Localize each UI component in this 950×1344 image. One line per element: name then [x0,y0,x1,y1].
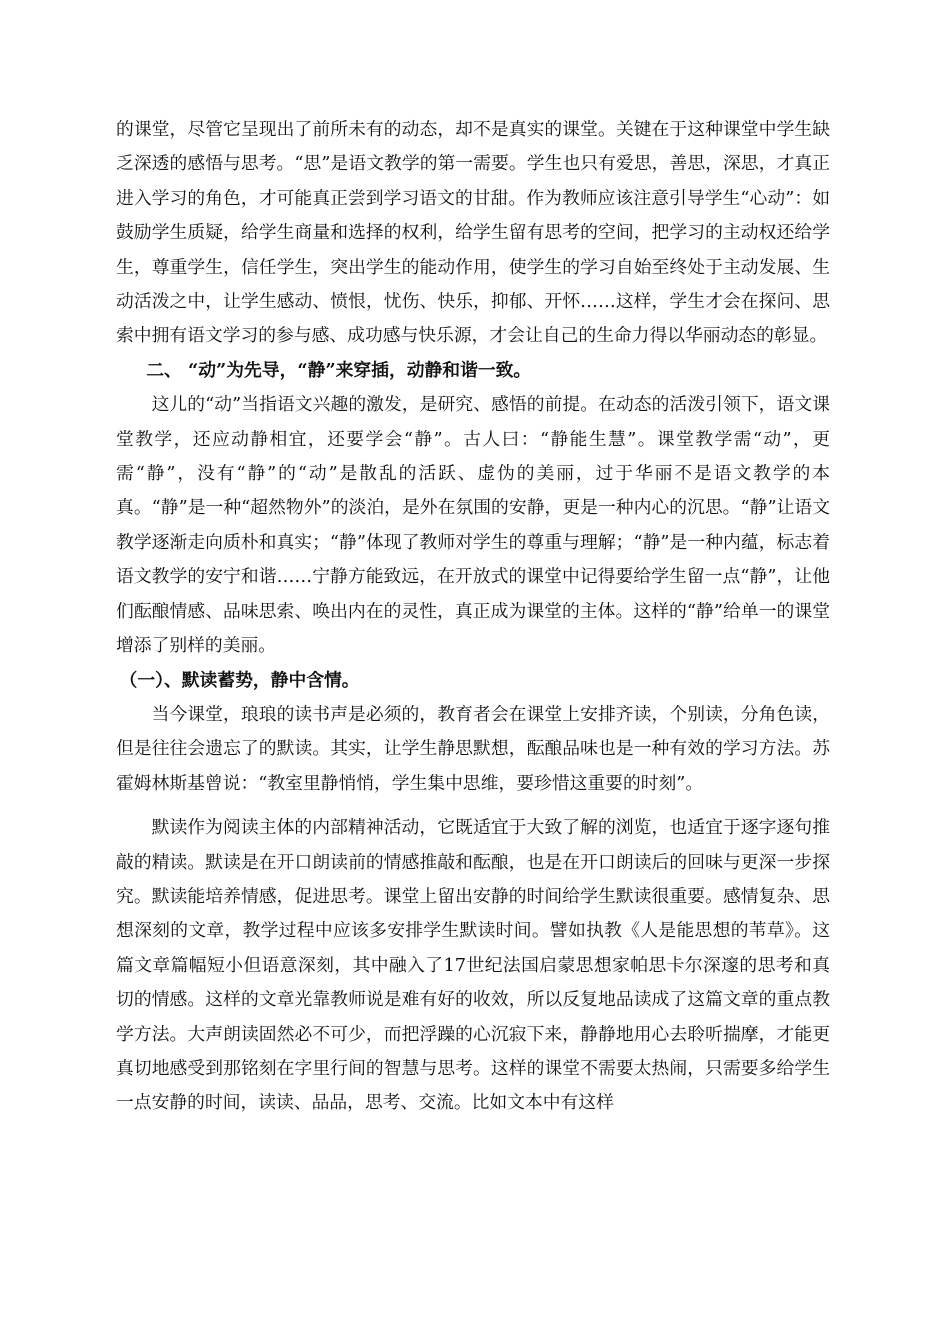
paragraph-silent-reading-detail: 默读作为阅读主体的内部精神活动，它既适宜于大致了解的浏览，也适宜于逐字逐句推敲的精读。默读是在开口朗读前的情感推敲和酝酿，也是在开口朗读后的回味与更深一步探究。默读能培养情感，促进思考。课堂上留出安静的时间给学生默读很重要。感情复杂、思想深刻的文章，教学过程中应该多安排学生默读时间。譬如执教《人是能思想的苇草》。这篇文章篇幅短小但语意深刻，其中融入了17世纪法国启蒙思想家帕思卡尔深邃的思考和真切的情感。这样的文章光靠教师说是难有好的收效，所以反复地品读成了这篇文章的重点教学方法。大声朗读固然必不可少，而把浮躁的心沉寂下来，静静地用心去聆听揣摩，才能更真切地感受到那铭刻在字里行间的智慧与思考。这样的课堂不需要太热闹，只需要多给学生一点安静的时间，读读、品品，思考、交流。比如文本中有这样 [116,817,830,1114]
paragraph-intro: 的课堂，尽管它呈现出了前所未有的动态，却不是真实的课堂。关键在于这种课堂中学生缺乏深透的感悟与思考。“思”是语文教学的第一需要。学生也只有爱思，善思，深思，才真正进入学习的角色，才可能真正尝到学习语文的甘甜。作为教师应该注意引导学生“心动”：如鼓励学生质疑，给学生商量和选择的权利，给学生留有思考的空间，把学习的主动权还给学生，尊重学生，信任学生，突出学生的能动作用，使学生的学习自始至终处于主动发展、生动活泼之中，让学生感动、愤恨，忧伤、快乐，抑郁、开怀……这样，学生才会在探问、思索中拥有语文学习的参与感、成功感与快乐源，才会让自己的生命力得以华丽动态的彰显。 [116,119,830,347]
paragraph-silent-reading: 当今课堂，琅琅的读书声是必须的，教育者会在课堂上安排齐读，个别读，分角色读，但是往往会遗忘了的默读。其实，让学生静思默想，酝酿品味也是一种有效的学习方法。苏霍姆林斯基曾说：“教室里静悄悄，学生集中思维，要珍惜这重要的时刻”。 [116,703,830,794]
subsection-heading-1: （一）、默读蓄势，静中含情。 [119,669,360,691]
document-page [116,113,830,1121]
paragraph-dong-jing: 这儿的“动”当指语文兴趣的激发，是研究、感悟的前提。在动态的活泼引领下，语文课堂教学，还应动静相宜，还要学会“静”。古人曰：“静能生慧”。课堂教学需“动”，更需“静”，没有“静”的“动”是散乱的活跃、虚伪的美丽，过于华丽不是语文教学的本真。“静”是一种“超然物外”的淡泊，是外在氛围的安静，更是一种内心的沉思。“静”让语文教学逐渐走向质朴和真实；“静”体现了教师对学生的尊重与理解；“静”是一种内蕴，标志着语文教学的安宁和谐……宁静方能致远，在开放式的课堂中记得要给学生留一点“静”，让他们酝酿情感、品味思索、唤出内在的灵性，真正成为课堂的主体。这样的“静”给单一的课堂增添了别样的美丽。 [116,394,830,657]
section-heading-2: 二、 “动”为先导，“静”来穿插，动静和谐一致。 [146,359,532,381]
